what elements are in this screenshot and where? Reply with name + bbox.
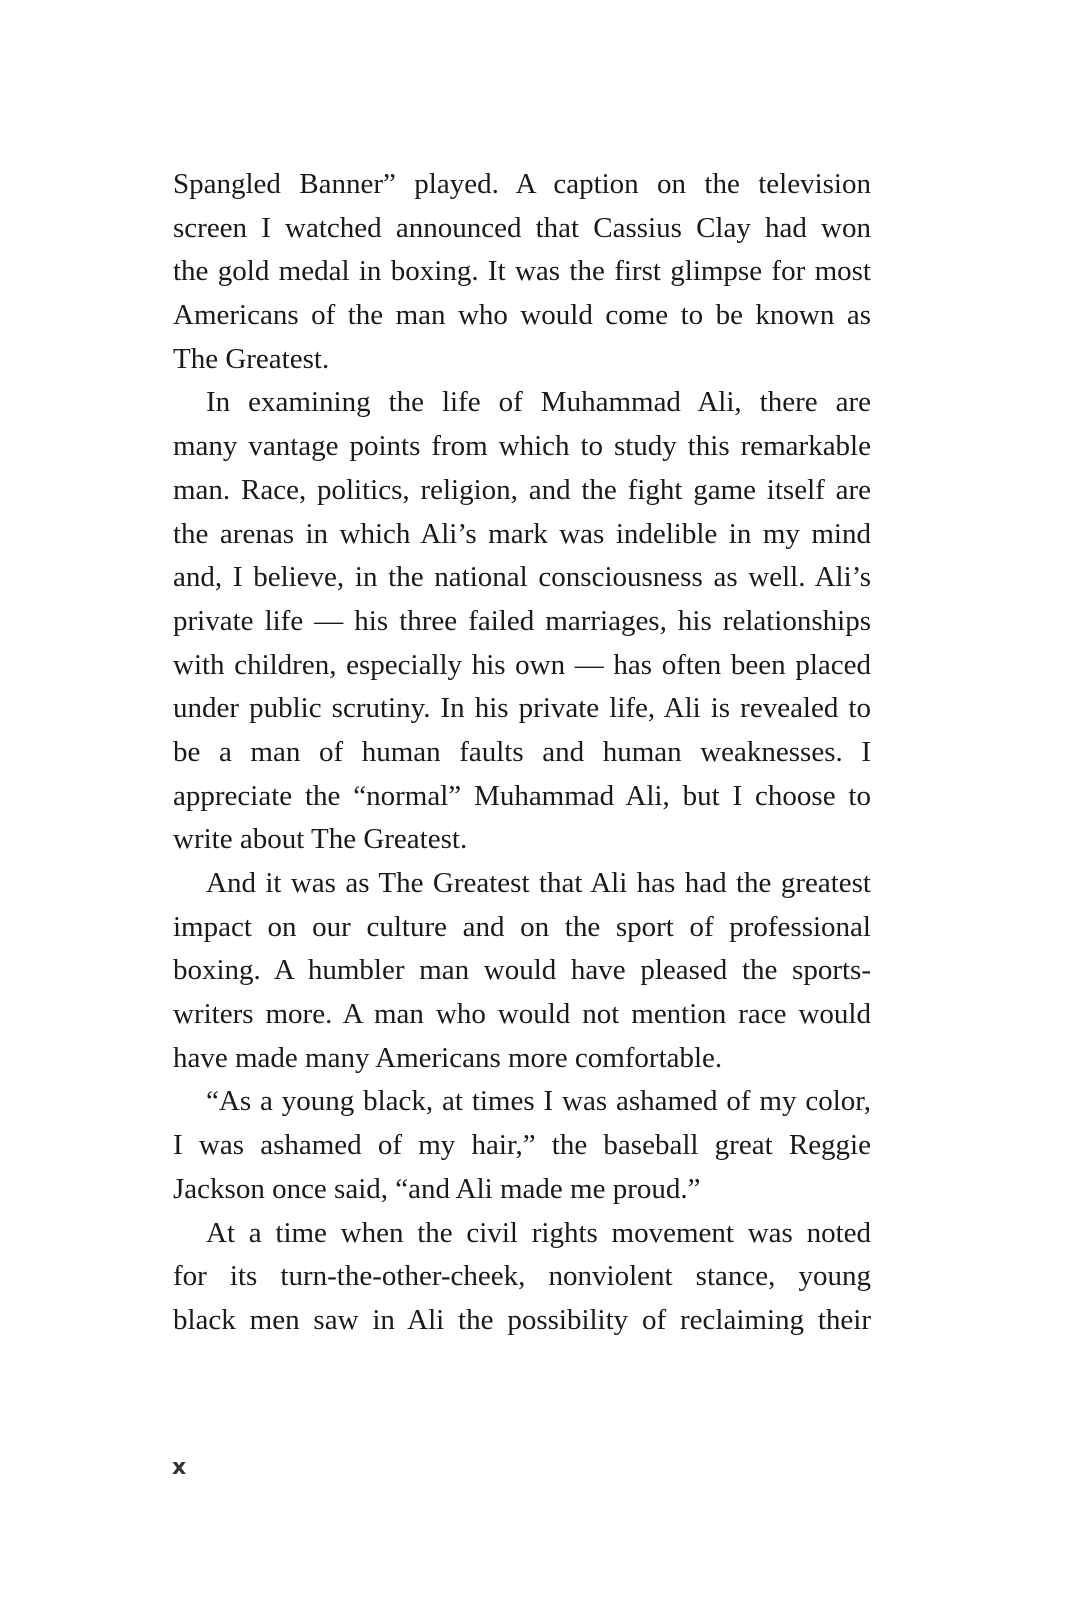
text-line: many vantage points from which to study this remarkable [173,430,871,463]
text-line: Spangled Banner” played. A caption on the television [173,168,871,200]
paragraph [173,1080,871,1211]
paragraph [173,381,871,862]
text-line: for its turn-the-other-cheek, nonviolent stance, young [173,1260,871,1293]
text-line: boxing. A humbler man would have pleased the sports- [173,954,871,987]
body-text [173,163,871,1343]
text-line: appreciate the “normal” Muhammad Ali, but I choose to [173,779,871,812]
text-line: private life — his three failed marriages, his relationships [173,604,871,637]
text-line: In examining the life of Muhammad Ali, there are [206,386,871,419]
text-line: Jackson once said, “and Ali made me proud.” [173,1172,701,1205]
paragraph [173,1212,871,1343]
text-line: Americans of the man who would come to be known as [173,299,871,332]
text-line: And it was as The Greatest that Ali has had the greatest [206,867,871,899]
text-line: write about The Greatest. [173,823,468,856]
text-line: under public scrutiny. In his private life, Ali is revealed to [173,692,871,725]
text-line: At a time when the civil rights movement was noted [206,1216,871,1249]
text-line: “As a young black, at times I was ashamed of my color, [206,1085,871,1118]
text-line: be a man of human faults and human weaknesses. I [173,735,871,768]
text-line: impact on our culture and on the sport of professional [173,910,871,943]
paragraph [173,163,871,381]
text-line: black men saw in Ali the possibility of reclaiming their [173,1303,871,1336]
text-line: the arenas in which Ali’s mark was indelible in my mind [173,517,871,550]
text-line: screen I watched announced that Cassius Clay had won [173,211,871,244]
page-number: x [172,1455,187,1480]
text-line: man. Race, politics, religion, and the fight game itself are [173,473,871,506]
text-line: have made many Americans more comfortable. [173,1041,723,1074]
text-line: writers more. A man who would not mention race would [173,998,871,1031]
text-line: with children, especially his own — has often been placed [173,648,871,681]
text-line: and, I believe, in the national consciousness as well. Ali’s [173,561,871,594]
paragraph [173,862,871,1080]
text-line: I was ashamed of my hair,” the baseball great Reggie [173,1129,871,1162]
text-line: The Greatest. [173,342,330,375]
text-line: the gold medal in boxing. It was the first glimpse for most [173,255,871,288]
